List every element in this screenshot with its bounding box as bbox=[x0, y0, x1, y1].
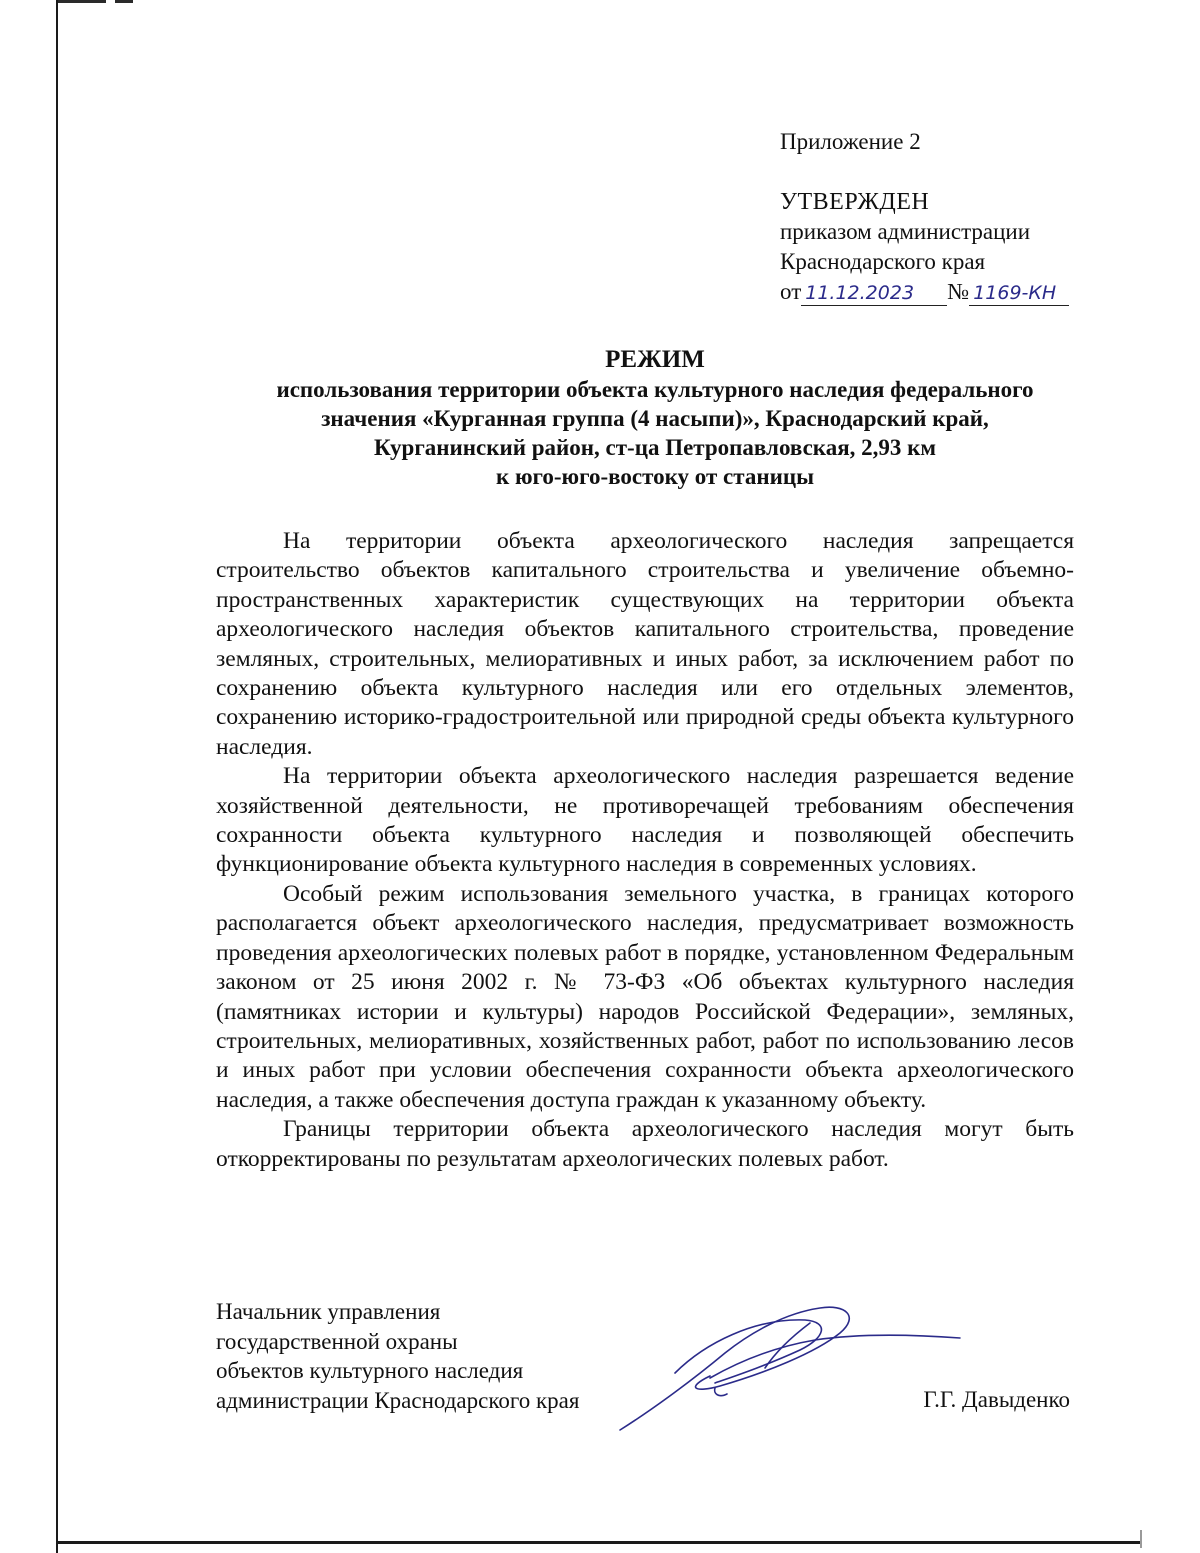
approved-heading: УТВЕРЖДЕН bbox=[780, 189, 930, 215]
title-line-3: Курганинский район, ст-ца Петропавловская, 2,93 км bbox=[373, 435, 937, 460]
paragraph-permitted-activity: На территории объекта археологического наследия разрешается ведение хозяйственной деятельности, не противоречащей требованиям обеспечения сохранности объекта культурного наследия и позволяющей обеспечить функционирование объекта культурного наследия в современных условиях. bbox=[216, 763, 1074, 878]
scan-edge-top bbox=[58, 0, 106, 3]
title-line-4: к юго-юго-востоку от станицы bbox=[495, 464, 815, 489]
approval-line-1: приказом администрации bbox=[780, 219, 1031, 244]
approval-block bbox=[780, 127, 1110, 307]
scan-edge-mark bbox=[1140, 1530, 1142, 1548]
appendix-label: Приложение 2 bbox=[780, 129, 921, 154]
paragraph-prohibitions: На территории объекта археологического наследия запрещается строительство объектов капитального строительства и увеличение объемно-пространственных характеристик существующих на территории объекта археологического наследия объектов капитального строительства, проведение земляных, строительных, мелиоративных и иных работ, за исключением работ по сохранению объекта культурного наследия или его отдельных элементов, сохранению историко-градостроительной или природной среды объекта культурного наследия. bbox=[216, 528, 1074, 760]
signatory-title-line-4: администрации Краснодарского края bbox=[216, 1387, 580, 1413]
signatory-title-line-1: Начальник управления bbox=[216, 1299, 441, 1324]
title-main: РЕЖИМ bbox=[605, 346, 705, 373]
scan-edge-left bbox=[56, 0, 58, 1553]
signatory-title-line-3: объектов культурного наследия bbox=[216, 1358, 524, 1383]
document-body bbox=[216, 527, 1074, 1174]
number-label: № bbox=[947, 279, 970, 304]
scan-edge-top-mark bbox=[115, 0, 133, 3]
signatory-name: Г.Г. Давыденко bbox=[923, 1387, 1070, 1412]
scan-edge-bottom bbox=[58, 1541, 1140, 1544]
handwritten-number: 1169-КН bbox=[969, 281, 1069, 306]
title-line-2: значения «Курганная группа (4 насыпи)», Краснодарский край, bbox=[321, 406, 989, 431]
paragraph-boundaries: Границы территории объекта археологического наследия могут быть откорректированы по результатам археологических полевых работ. bbox=[216, 1116, 1074, 1172]
handwritten-signature bbox=[615, 1298, 975, 1438]
handwritten-date: 11.12.2023 bbox=[801, 281, 947, 306]
approval-line-2: Краснодарского края bbox=[780, 249, 986, 274]
document-title bbox=[200, 345, 1110, 491]
signatory-title-line-2: государственной охраны bbox=[216, 1328, 458, 1354]
paragraph-special-regime: Особый режим использования земельного участка, в границах которого располагается объект археологического наследия, предусматривает возможность проведения археологических полевых работ в порядке, установленном Федеральным законом от 25 июня 2002 г. № 73-ФЗ «Об объектах культурного наследия (памятниках истории и культуры) народов Российской Федерации», земляных, строительных, мелиоративных, хозяйственных работ, работ по использованию лесов и иных работ при условии обеспечения сохранности объекта археологического наследия, а также обеспечения доступа граждан к указанному объекту. bbox=[216, 880, 1074, 1113]
signatory-title bbox=[216, 1297, 636, 1415]
title-line-1: использования территории объекта культурного наследия федерального bbox=[276, 377, 1034, 402]
approval-date-number-line bbox=[780, 277, 1110, 307]
from-label: от bbox=[780, 279, 802, 304]
